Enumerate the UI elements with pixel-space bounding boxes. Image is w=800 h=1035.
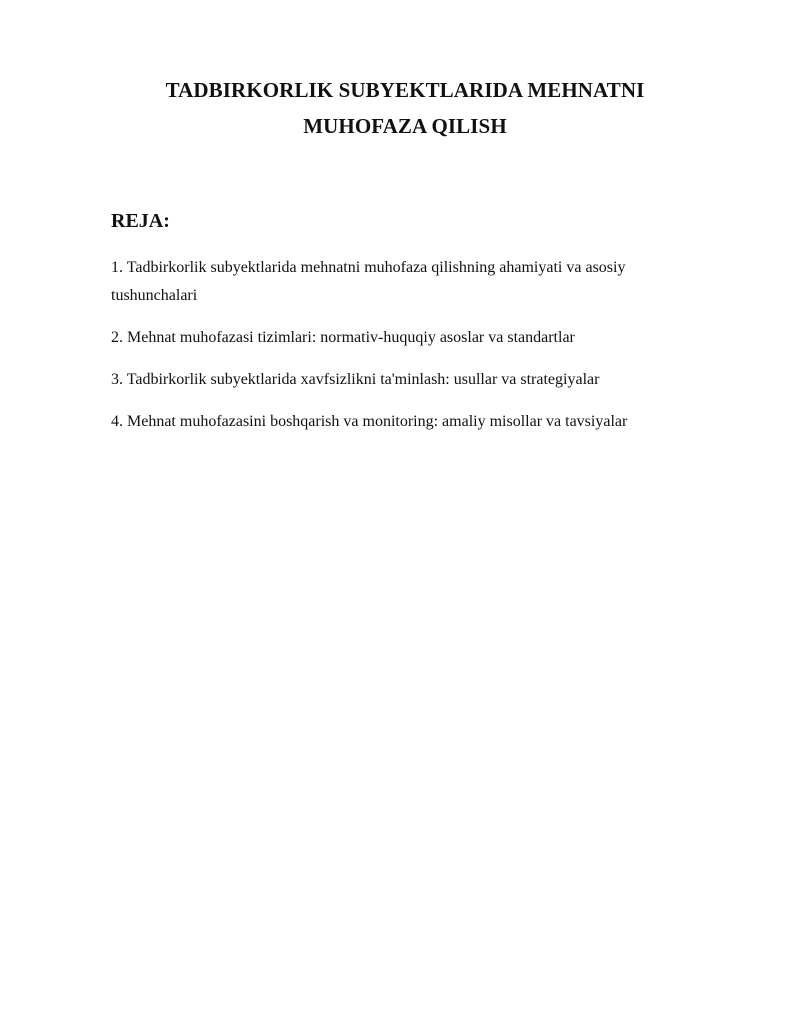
plan-item: 4. Mehnat muhofazasini boshqarish va monitoring: amaliy misollar va tavsiyalar [111, 413, 628, 430]
document-title [110, 72, 700, 144]
title-line-1: TADBIRKORLIK SUBYEKTLARIDA MEHNATNI [165, 78, 645, 102]
plan-item: 3. Tadbirkorlik subyektlarida xavfsizlikni ta'minlash: usullar va strategiyalar [111, 371, 600, 388]
plan-item: 2. Mehnat muhofazasi tizimlari: normativ-huquqiy asoslar va standartlar [111, 329, 575, 346]
plan-heading: REJA: [111, 210, 170, 232]
title-line-2: MUHOFAZA QILISH [303, 114, 507, 138]
plan-item: 1. Tadbirkorlik subyektlarida mehnatni muhofaza qilishning ahamiyati va asosiy tushunchalari [111, 259, 626, 304]
plan-list [111, 254, 711, 450]
